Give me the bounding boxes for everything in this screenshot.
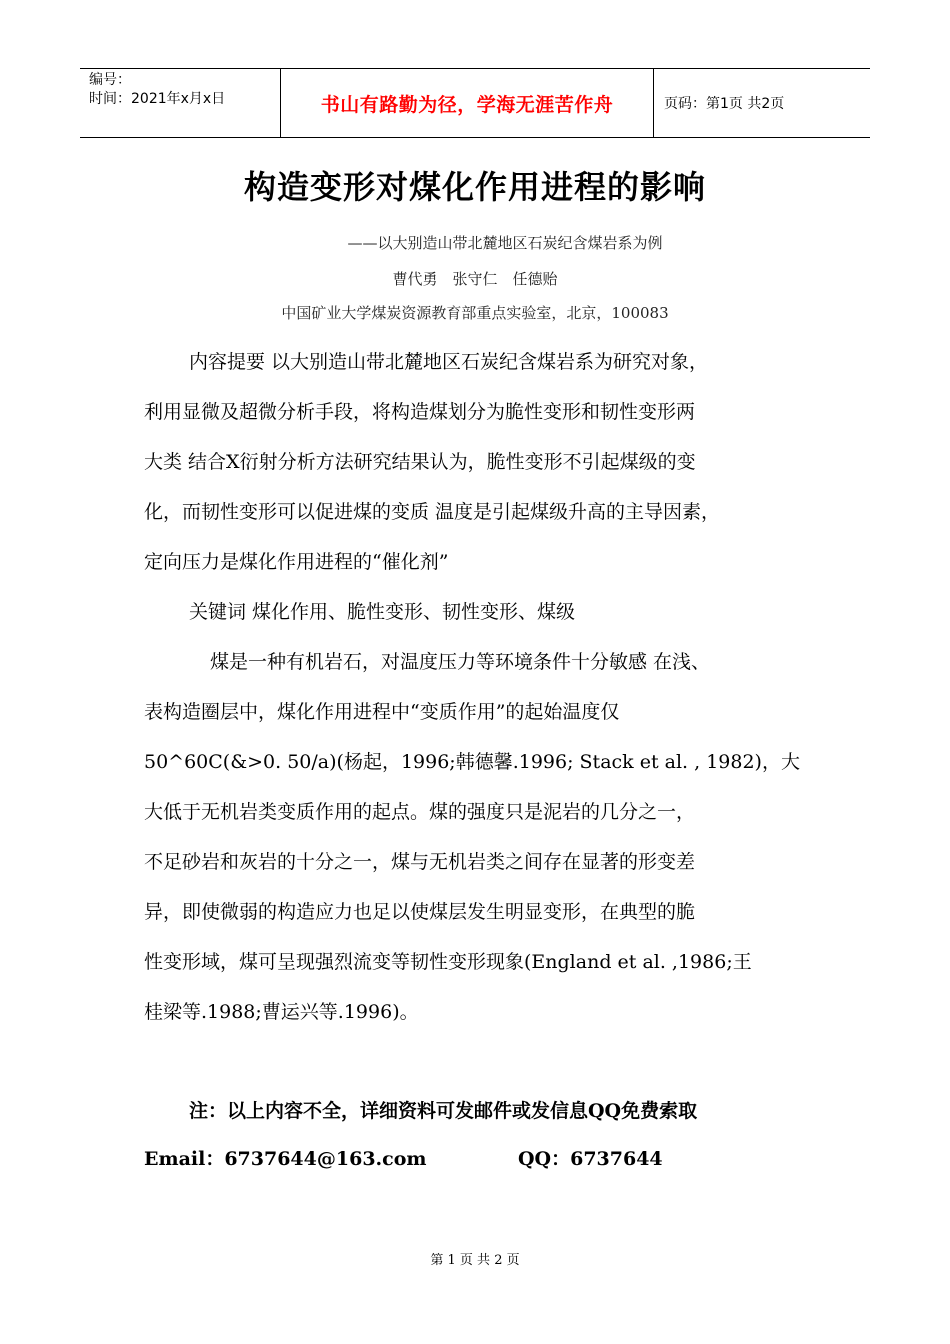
abstract-line: 内容提要 以大别造山带北麓地区石炭纪含煤岩系为研究对象， (189, 351, 709, 373)
body-line: 性变形域，煤可呈现强烈流变等韧性变形现象(England et al. ,1986;王 (144, 951, 752, 973)
body-line: 大低于无机岩类变质作用的起点。煤的强度只是泥岩的几分之一， (144, 801, 696, 823)
body-line: 煤是一种有机岩石，对温度压力等环境条件十分敏感 在浅、 (210, 651, 711, 673)
header-meta (80, 69, 281, 137)
article-subtitle: ——以大别造山带北麓地区石炭纪含煤岩系为例 (347, 234, 663, 252)
page-footer: 第 1 页 共 2 页 (430, 1253, 520, 1268)
note: 注：以上内容不全，详细资料可发邮件或发信息QQ免费索取 (189, 1100, 698, 1122)
body-line: 异，即使微弱的构造应力也足以使煤层发生明显变形，在典型的脆 (144, 901, 696, 923)
article-affiliation: 中国矿业大学煤炭资源教育部重点实验室，北京，100083 (281, 304, 669, 322)
time-label: 时间：2021年x月x日 (89, 91, 226, 107)
main-body (144, 637, 808, 1037)
abstract-line: 利用显微及超微分析手段，将构造煤划分为脆性变形和韧性变形两 (144, 401, 696, 423)
header-page-info: 页码：第1页 共2页 (664, 96, 785, 112)
abstract-line: 大类 结合X衍射分析方法研究结果认为，脆性变形不引起煤级的变 (144, 451, 696, 473)
body-line: 不足砂岩和灰岩的十分之一，煤与无机岩类之间存在显著的形变差 (144, 851, 696, 873)
body-line: 桂梁等.1988;曹运兴等.1996)。 (144, 1001, 419, 1023)
abstract-line: 定向压力是煤化作用进程的“催化剂” (144, 551, 449, 573)
number-label: 编号： (89, 72, 131, 88)
keywords: 关键词 煤化作用、脆性变形、韧性变形、煤级 (189, 601, 576, 623)
article-authors: 曹代勇 张守仁 任德贻 (392, 270, 558, 288)
header-table (80, 68, 870, 138)
contact-qq: QQ：6737644 (518, 1148, 663, 1170)
contact-email[interactable]: Email：6737644@163.com (144, 1148, 427, 1170)
abstract (144, 337, 808, 587)
contact-info (144, 1144, 663, 1171)
body-line: 50^60C(&>0. 50/a)(杨起，1996;韩德馨.1996; Stack et al. , 1982)，大 (144, 751, 800, 773)
body-line: 表构造圈层中，煤化作用进程中“变质作用”的起始温度仅 (144, 701, 620, 723)
abstract-line: 化，而韧性变形可以促进煤的变质 温度是引起煤级升高的主导因素， (144, 501, 721, 523)
article-title: 构造变形对煤化作用进程的影响 (243, 168, 706, 206)
header-motto: 书山有路勤为径，学海无涯苦作舟 (281, 69, 654, 137)
